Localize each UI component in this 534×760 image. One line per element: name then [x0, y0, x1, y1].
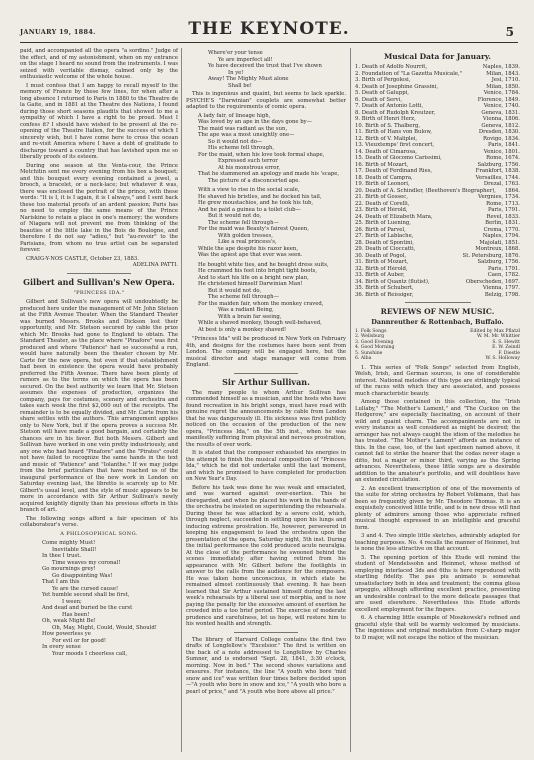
poem-line: Was the apiest ape that ever was seen.: [198, 252, 303, 258]
signature-name: ADELINA PATTI.: [132, 262, 178, 268]
date-event: 22. Death of Corelli,: [355, 200, 410, 207]
poem-line: Where'er your tense: [208, 50, 263, 56]
poem-line: For the maid, when his love took formal shape,: [198, 151, 325, 158]
date-event: 33. Birth of Auber,: [355, 272, 405, 278]
musical-dates-list: [355, 64, 520, 298]
poem-line: In every sense: [42, 644, 81, 650]
poem-line: Yet humble second shall be first,: [42, 592, 130, 598]
paragraph: 5. The opening portion of this Etude will remind the student of Mendelssohn and Heinmet, whose method of employing interlaced 3ds and 6ths is here reproduced with startling fidelity. The pas piu animato is somewhat unsatisfactory both in idea and treatment; the comma glissa arpeggio, although affording excellent practice, presenting an undesirable contrast to the more delicate passages that are used elsewhere. Nevertheless this Etude affords excellent employment for the fingers.: [355, 554, 520, 613]
music-composer: S. S. Hewitt: [492, 339, 520, 345]
poem-line: But it would not do,: [208, 287, 262, 294]
music-composer: E. W. Zeindl: [492, 345, 520, 350]
date-place-year: Naples, 1794.: [482, 233, 520, 239]
paragraph: It is stated that the composer exhausted his energies in the attempt to finish the musical composition of "Princess Ida," which he did not undertake until the last moment, and which he promised to have completed for production on New Year's Day.: [186, 450, 346, 482]
page-number: 5: [505, 25, 514, 39]
list-item: [355, 356, 520, 362]
date-place-year: Frankfort, 1838.: [475, 168, 520, 174]
date-event: 24. Death of Elizabeth Mara,: [355, 213, 433, 220]
date-place-year: Oberscheden, 1697.: [465, 278, 520, 285]
poem-line: Go mournings grey!: [42, 566, 96, 572]
music-title: 1. Folk Songs: [355, 328, 387, 334]
music-composer: Edited by Max Pflatzl: [470, 328, 520, 334]
paragraph: I must confess that I am happy to recall myself to the memory of France by these few lines, for when after a long absence I returned to Paris in 1880 to the Theatre de la Gaite, and in 1881 at the Theatre des Nations, I found during those short seasons plaudits that showed to me a sympathy of which I have a right to be proud. Must I confess it? I should have wished to be present at the re-opening of the Theatre Italien, for the success of which I sincerely wish, but I have come here to cross the ocean and re-visit America where I have a debt of gratitude to discharge toward a country that has lavished upon me so liberally proofs of its esteem.: [20, 82, 178, 160]
poem-line: That I am this: [42, 579, 80, 585]
poem-line: He crammed his feet into bright tight boots,: [198, 268, 317, 274]
poem-line: Ye have deceived the trust that I've shown: [208, 63, 322, 69]
patti-letter: [20, 48, 178, 254]
date-event: 36. Birth of Reissiger,: [355, 291, 414, 298]
newspaper-title: THE KEYNOTE.: [188, 19, 350, 39]
paragraph: Before his task was done he was weak and emaciated, and was warned against over-exertion. This he disregarded, and when he placed his work in the hands of the orchestra he insisted on superintending the rehearsals. During these he was attacked by a severe cold, which, through neglect, succeeded in settling upon his lungs and inducing extreme prostration. He, however, persevered in keeping his engagement to lead the orchestra upon the presentation of the opera, Saturday night, 5th inst. During the initial performance the cold produced acute neuralgia. At the close of the performance he swooned behind the scenes immediately after having retired from his appearance with Mr. Gilbert before the footlights in answer to the calls from the audience for the composers. He was taken home unconscious, in which state he remained almost continuously that evening. It has been learned that Sir Arthur sustained himself during the last week's rehearsals by a liberal use of morphia, and is now paying the penalty for the excessive amount of exertion he crowded into a too brief period. The exercise of moderate prudence and carefulness, let us hope, will restore him to his wonted health and strength.: [186, 484, 346, 627]
poem-line: A lady fair, of lineage high,: [198, 112, 271, 119]
poem-line: In thee I trust.: [42, 553, 82, 559]
date-place-year: Paris, 1791.: [488, 265, 520, 272]
poem-line: I ween;: [62, 598, 82, 605]
date-place-year: Salzburg, 1756.: [477, 259, 520, 265]
section-divider: [234, 373, 298, 374]
poem-line: Oh, May, Might, Could, Would, Should!: [52, 624, 157, 631]
poem-line: Ye are imperfect all!: [218, 56, 273, 63]
poem-line: With golden tresses,: [218, 232, 273, 239]
poem-line: His scheme fell through,: [208, 145, 275, 151]
paragraph: This is ingenious and quaint, but seems to lack sparkle. PSYCHE'S "Darwinian" couplets are somewhat better adapted to the requirements of comic opera.: [186, 91, 346, 110]
poem-line: But it would not do,: [208, 213, 262, 219]
poem-line: The picture of a disconcerted ape.: [208, 177, 301, 184]
date-place-year: Geneva, 1812.: [481, 122, 520, 129]
darwinian-couplets: [186, 113, 346, 334]
date-event: 11. Birth of Hans von Bulow,: [355, 129, 432, 135]
music-list: [355, 329, 520, 362]
date-place-year: 1864.: [504, 187, 520, 194]
poem-line: Was a radiant Being,: [218, 307, 274, 313]
date-event: 2. Foundation of "La Gazetta Musicale,": [355, 70, 463, 77]
poem-line: He grew moustachios, and he took his tub,: [198, 200, 314, 206]
date-event: 6. Death of Servi,: [355, 96, 402, 103]
philosophical-song-continued: [186, 50, 346, 89]
date-place-year: Crema, 1770.: [483, 226, 520, 233]
date-event: 7. Death of Antonio Lotti,: [355, 103, 424, 109]
date-place-year: Milan, 1850.: [486, 83, 520, 90]
date-event: 21. Birth of Gossec,: [355, 194, 408, 200]
paragraph: Gilbert and Sullivan's new opera will undoubtedly be produced here under the management of Mr. John Stetson at the Fifth Avenue Theater. When the Standard Theater was burned Messrs. Brooks and Dickson lost their opportunity, and Mr. Stetson secured by cable the prize which Mr. Brooks had gone to England to obtain. The Standard Theater, as the place where "Pinafore" was first produced and where "Patience" had so successful a run, would have naturally been the theater chosen by Mr. Carte for the new opera, but even if that establishment had been in existence the opera would have probably preferred the Fifth Avenue. There have been plenty of rumors as to the terms on which the opera has been secured. On the best authority we learn that Mr. Stetson assumes the expenses of production, organizes the company, pays for costumes, scenery and orchestra and takes each week the first $2,000 out of the receipts. The remainder is to be equally divided, and Mr. Carte from his share settles with the authors. This arrangement applies only to New York, but if the opera proves a success Mr. Stetson will have made a good bargain, and certainly the chances are in his favor. But both Messrs. Gilbert and Sullivan have worked in one vein pretty industriously, and any one who had heard "Pinafore" and the "Pirates" could not have failed to recognize the same hands in the text and music of "Patience" and "Iolanthe." If we may judge from the brief particulars that have reached us of the inaugural performance of the new work in London on Saturday evening last, the libretto is scarcely up to Mr. Gilbert's usual level, and the style of music appears to be more in accordance with Sir Arthur Sullivan's newly acquired knightly dignity than his previous efforts in this branch of art.: [20, 299, 178, 513]
poem-line: At his monstrous error,: [218, 164, 281, 171]
poem-title: A PHILOSOPHICAL SONG.: [60, 530, 138, 537]
date-place-year: St. Petersburg, 1876.: [462, 252, 520, 259]
music-composer: W. M. Mr. Whittier: [476, 334, 520, 339]
date-place-year: Vienna, 1797.: [482, 285, 520, 291]
date-place-year: Rome, 1713.: [486, 200, 520, 207]
paragraph: 1. This series of "Folk Songs" selected from English, Welsh, Irish, and German sources, is one of considerable interest. National melodies of this type are strikingly typical of the races with which they are associated, and possess much characteristic beauty.: [355, 364, 520, 397]
poem-line: Like a real princess's,: [218, 239, 277, 245]
date-place-year: Majolati, 1851.: [479, 239, 520, 246]
section-divider: [67, 273, 130, 274]
date-event: 17. Death of Ferdinand Ries,: [355, 168, 433, 174]
musical-data-title: Musical Data for January.: [383, 52, 492, 61]
poem-line: Away! The Mighty Must alone: [208, 76, 289, 82]
date-event: 29. Death of Cioccatti,: [355, 246, 416, 252]
poem-line: He bought white ties, and he bought dress suits,: [198, 261, 329, 268]
date-place-year: Berlin, 1831.: [485, 220, 520, 226]
paragraph: The library of Harvard College contains the first two drafts of Longfellow's "Excelsior." The first is written on the back of a note addressed to Longfellow by Charles Sumner, and is endorsed "Sept. 28, 1841, 3:30 o'clock, morning. Now in bed." The second shows variations and erasures. For instance, the line "A youth who bore 'mid snow and ice" was written four times before decided upon—"A youth who bore in snow and ice," "A youth who bore a pearl of price," and "A youth who bore above all price.": [186, 636, 346, 695]
poem-line: Was loved by an ape in the days gone by—: [198, 119, 312, 125]
poem-line: He christened himself Darwinian Man!: [198, 281, 303, 287]
poem-line: With a brain far seeing,: [218, 313, 282, 320]
date-event: 23. Birth of Hérold,: [355, 207, 408, 213]
masthead: [20, 16, 518, 43]
date-event: 4. Death of Josephine Grassini,: [355, 83, 439, 90]
list-item: [355, 292, 520, 299]
poem-line: Your moods I cheerless call,: [52, 650, 128, 657]
date-event: 20. Death of A. Schindler, (Beethoven's Biographer),: [355, 187, 496, 194]
poem-line: In ye!: [228, 69, 244, 76]
poem-line: The scheme fell through—: [208, 294, 279, 300]
column-2: [186, 48, 346, 754]
philosophical-song: [20, 540, 178, 657]
date-place-year: Versailles, 1744.: [475, 174, 520, 181]
date-place-year: Montreux, 1868.: [475, 246, 520, 252]
date-event: 27. Birth of Lablache,: [355, 233, 414, 239]
poem-line: And he paid a guinea to a toilet club—: [198, 206, 301, 213]
date-place-year: Rovigo, 1834.: [483, 135, 520, 142]
date-place-year: Jesi, 1710.: [491, 77, 520, 83]
poem-line: Shall be!: [228, 82, 252, 89]
poem-line: And to start his life on a bright new plan,: [198, 274, 309, 281]
date-place-year: Vergnies, 1734.: [478, 194, 520, 200]
poem-line: Come mighty Must!: [42, 540, 96, 546]
poem-line: While the ape despite his razor keen,: [198, 245, 299, 252]
date-place-year: Milan, 1843.: [486, 70, 520, 77]
column-3: [355, 48, 520, 754]
date-place-year: Paris, 1841.: [488, 142, 520, 148]
poem-line: That he stammered an apology and made his 'scape,: [198, 171, 340, 177]
date-event: 19. Birth of Leonori,: [355, 181, 410, 187]
column-1: [20, 48, 178, 754]
date-event: 16. Birth of Mozart,: [355, 161, 409, 168]
article-subtitle: "PRINCESS IDA.": [73, 289, 125, 296]
date-place-year: Naples, 1839.: [482, 64, 520, 70]
date-event: 18. Death of Campra,: [355, 174, 413, 181]
date-place-year: Salzburg, 1756.: [477, 161, 520, 168]
music-title: 3. Good Evening: [355, 339, 394, 345]
article-title: Gilbert and Sullivan's New Opera.: [23, 276, 175, 287]
date-event: 10. Birth of S. Thalberg,: [355, 122, 421, 129]
date-event: 35. Birth of Schubert,: [355, 285, 414, 291]
date-event: 5. Death of Galuppi,: [355, 90, 409, 96]
date-place-year: Vienna, 1806.: [482, 116, 520, 122]
date-place-year: Geneva, 1831.: [481, 109, 520, 116]
date-place-year: Venice, 1784.: [483, 90, 520, 96]
publisher-name: Dannreuther & Rottenbach, Buffalo.: [371, 318, 504, 326]
date-event: 15. Death of Giocomo Carissimi,: [355, 155, 442, 161]
paragraph: 3 and 4. Two simple little sketches, admirably adapted for teaching purposes. No. 4 recalls the manner of Heinmet, but is none the less attractive on that account.: [355, 533, 520, 552]
date-event: 3. Birth of Pergolesi,: [355, 77, 411, 83]
poem-line: How powerless ye: [42, 631, 91, 637]
music-title: 6. Alba: [355, 356, 372, 361]
paragraph: During one season at the Venta-cour, the Prince Metchitin sent me every evening from his box a bouquet; and this bouquet every evening contained a jewel, a brooch, a bracelet, or a neck-lace; but whatever it was, there was enclosed the portrait of the prince, with these words: "It is I, it is I again, it is I always," and I sent back these too material proofs of an ardent passion; Paris has no need to employ the same means of the Prince Nariskine to retain a place in one's memory; the wonders of Niagara will not prevent me from thinking of the beauties of the little lake in the Bois de Boulogne, and therefore I do not say "adieu," but "au-revoir" to the Parisians, from whom no true artist can be separated forever.: [20, 162, 178, 253]
section-divider: [234, 632, 298, 633]
poem-line: The scheme fell through—: [208, 219, 279, 226]
date-place-year: Rome, 1674.: [486, 155, 520, 161]
date-event: 26. Birth of Parvel,: [355, 226, 406, 233]
issue-date: JANUARY 19, 1884.: [20, 28, 96, 36]
date-place-year: Caen, 1782.: [487, 272, 520, 278]
poem-line: For evil or for good!: [52, 637, 107, 644]
poem-line: The maid was radiant as the sun,: [198, 125, 288, 132]
reviews-title: REVIEWS OF NEW MUSIC.: [380, 307, 495, 316]
paragraph: The many people to whom Arthur Sullivan has commended himself as a musician, and the hosts who have found recreation in his bright songs, must have read with genuine regret the announcements by cable from London that he was dangerously ill. His sickness was first publicly noticed on the occasion of the production of the new opera, "Princess Ida," on the 5th inst., when he was manifestly suffering from physical and nervous prostration, the results of over work.: [186, 389, 346, 448]
poem-line: Expressed such terror: [218, 158, 278, 164]
poem-line: Oh, weak Might Be!: [42, 618, 96, 624]
date-place-year: Florence, 1849.: [477, 96, 520, 103]
column-divider: [350, 48, 351, 752]
music-title: 5. Sunshine: [355, 350, 383, 356]
date-event: 13. Vieuxtemps' first concert,: [355, 142, 435, 148]
date-event: 8. Death of Rudolph Kreutzer,: [355, 109, 436, 116]
signature-place: CRAIG-Y-NOS CASTLE, October 23, 1883.: [26, 255, 139, 262]
date-event: 1. Death of Adolfo Nourrit,: [355, 64, 428, 70]
date-place-year: Belzig, 1798.: [484, 291, 520, 298]
paragraph: paid, and accompanied all the opera "a sordino." Judge of the effect, and of my astonishment, when on my entrance on the stage I heard no sound from the instruments. I was seized with veritable dismay, calmed only by the enthusiastic welcome of the whole house.: [20, 48, 178, 80]
date-place-year: Venice, 1801.: [483, 148, 520, 155]
date-event: 31. Birth of Mozart,: [355, 259, 409, 265]
music-composer: W. S. Holloway: [485, 356, 520, 361]
date-place-year: Revel, 1833.: [486, 213, 520, 220]
date-event: 30. Death of Pogol,: [355, 252, 407, 259]
poem-line: While a shaved monkey, though well-behaved,: [198, 320, 322, 326]
date-place-year: Paris, 1791.: [488, 207, 520, 213]
poem-line: He shaved his bristles, and he docked his tail,: [198, 193, 322, 200]
article-title: Sir Arthur Sullivan.: [222, 376, 310, 387]
date-place-year: Dresden, 1830.: [478, 129, 520, 135]
poem-line: Has been!: [62, 611, 90, 618]
poem-line: Go disappointing Was!: [52, 572, 113, 579]
poem-line: At best is only a monkey shaved!: [198, 326, 287, 333]
poem-line: Time weaves my coronal!: [52, 559, 121, 566]
poem-line: For the maid was Beauty's fairest Queen,: [198, 226, 309, 232]
paragraph: The following songs afford a fair specimen of his collaborateur's verse.: [20, 515, 178, 528]
paragraph: Among those contained in this collection, the "Irish Lullaby," "The Mother's Lament," and "The Cuckoo on the Hedgerow," are especially fascinating, on account of their wild and quaint charm. The accompaniments are not in every instance as well considered as might be desired; the arranger has not always caught the idiom of the melodies he has treated. "The Mother's Lament" affords an instance of this. In the case, too, of the last specimen named above, it cannot fail to strike the hearer that the codas never stage a ditto, but a major or minor third, varying as the Spring advances. Nevertheless, these little songs are a desirable addition to the amateur's portfolio, and will doubtless have an extended circulation.: [355, 399, 520, 483]
music-title: 2. Wellsburg: [355, 334, 385, 339]
poem-line: Inevitable Shall!: [52, 546, 97, 553]
section-divider: [405, 302, 471, 303]
date-place-year: Drezal, 1763.: [483, 181, 520, 187]
music-composer: F. Diestle: [498, 350, 520, 356]
date-place-year: Venice, 1740.: [483, 103, 520, 109]
date-event: 34. Birth of Quantz (flutist),: [355, 278, 430, 285]
poem-line: For the maiden fair, whom the monkey craved,: [198, 300, 324, 307]
date-event: 32. Birth of Hérold,: [355, 265, 408, 272]
date-event: 9. Birth of Henri Herz,: [355, 116, 416, 122]
poem-line: So it would not do—: [208, 138, 263, 145]
date-event: 28. Death of Spontini,: [355, 239, 414, 246]
date-event: 12. Birth of V. Maliplei,: [355, 135, 418, 142]
music-title: 4. Good Morning: [355, 345, 395, 350]
date-event: 14. Death of Cimarosa,: [355, 148, 417, 155]
poem-line: The ape was a most unsightly one—: [198, 132, 295, 138]
date-event: 25. Birth of Luening,: [355, 220, 411, 226]
poem-line: With a view to rise in the social scale,: [198, 187, 300, 193]
paragraph: 2. An excellent transcription of one of the movements of the suite for string orchestra by Robert Volkmann, that has been so frequently given by Mr. Theodore Thomas. It is an exquisitely conceived little trifle, and is in new dress will find plenty of admirers among those who appreciate refined musical thought expressed in an intelligible and graceful form.: [355, 485, 520, 531]
paragraph: "Princess Ida" will be produced in New York on February 4th, and designs for the costumes have been sent from London. The company will be engaged here, but the musical director and stage manager will come from England.: [186, 336, 346, 368]
paragraph: 6. A charming little example of Moszkowski's refined and graceful style that will be warmly welcomed by musicians. The ingenious and original modulation from C-sharp major to D major, will not escape the notice of the musician.: [355, 615, 520, 641]
column-divider: [181, 48, 182, 752]
poem-line: Ye are the cursed cause!: [52, 585, 119, 592]
letter-signature: [20, 256, 178, 269]
poem-line: And dead and buried be the curst: [42, 605, 133, 611]
